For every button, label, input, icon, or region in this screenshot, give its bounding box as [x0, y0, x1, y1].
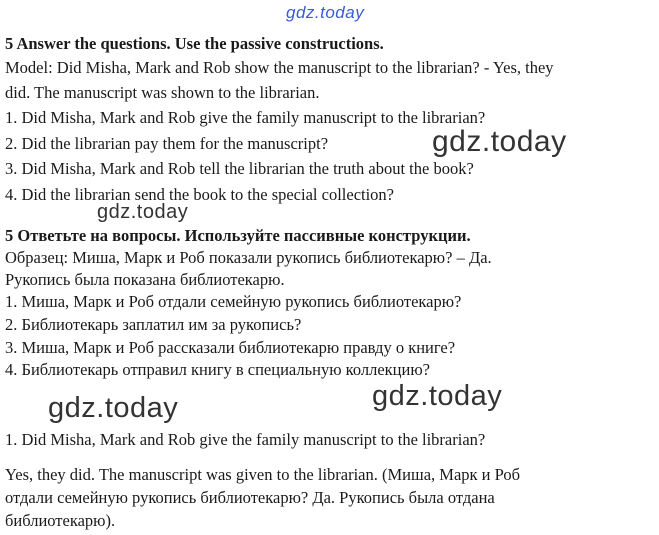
- watermark: gdz.today: [432, 125, 567, 158]
- question-en: 4. Did the librarian send the book to the special collection?: [5, 185, 395, 204]
- model-line-ru: Рукопись была показана библиотекарю.: [5, 270, 285, 289]
- question-ru: 3. Миша, Марк и Роб рассказали библиотекарю правду о книге?: [5, 338, 456, 357]
- answer-line: Yes, they did. The manuscript was given to the librarian. (Миша, Марк и Роб: [5, 465, 521, 484]
- model-line-en: did. The manuscript was shown to the librarian.: [5, 83, 320, 102]
- question-ru: 4. Библиотекарь отправил книгу в специальную коллекцию?: [5, 360, 430, 379]
- model-line-en: Model: Did Misha, Mark and Rob show the manuscript to the librarian? - Yes, they: [5, 58, 554, 77]
- answer-line: библиотекарю).: [5, 511, 116, 530]
- exercise-heading-ru: 5 Ответьте на вопросы. Используйте пассивные конструкции.: [5, 226, 471, 245]
- watermark-top: gdz.today: [286, 3, 365, 22]
- question-en: 3. Did Misha, Mark and Rob tell the librarian the truth about the book?: [5, 159, 474, 178]
- exercise-heading-en: 5 Answer the questions. Use the passive constructions.: [5, 34, 384, 53]
- watermark: gdz.today: [97, 201, 189, 223]
- question-en: 1. Did Misha, Mark and Rob give the family manuscript to the librarian?: [5, 108, 486, 127]
- watermark: gdz.today: [48, 392, 179, 424]
- question-en: 2. Did the librarian pay them for the manuscript?: [5, 134, 329, 153]
- question-ru: 1. Миша, Марк и Роб отдали семейную рукопись библиотекарю?: [5, 292, 462, 311]
- question-ru: 2. Библиотекарь заплатил им за рукопись?: [5, 315, 302, 334]
- answer-line: отдали семейную рукопись библиотекарю? Да. Рукопись была отдана: [5, 488, 495, 507]
- answer-question: 1. Did Misha, Mark and Rob give the family manuscript to the librarian?: [5, 430, 486, 449]
- model-line-ru: Образец: Миша, Марк и Роб показали рукопись библиотекарю? – Да.: [5, 248, 492, 267]
- watermark: gdz.today: [372, 380, 503, 412]
